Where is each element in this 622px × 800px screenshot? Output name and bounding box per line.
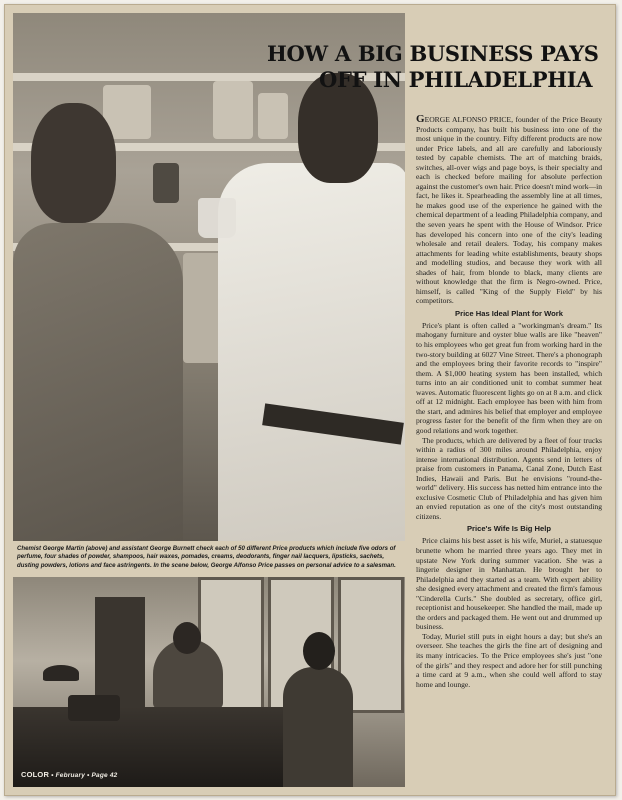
- issue-month: February: [55, 772, 86, 779]
- article-paragraph: Price claims his best asset is his wife, Muriel, a statuesque brunette whom he married three years ago. They met in upstate New York during summer vacation. She was a lingerie designer in Manhattan. He brought her to Philadelphia and they started as a team. With expert ability she designed every attachment and created the firm's famous "Cinderella Curls." She doubled as secretary, office girl, receptionist and housekeeper. She handled the mail, made up the orders and packaged them. He went out and drummed up business.: [416, 536, 602, 632]
- page-footer: [21, 770, 118, 779]
- beaker: [198, 198, 236, 238]
- jar: [213, 81, 253, 139]
- page-number: Page 42: [91, 772, 118, 779]
- paragraph-text: EORGE ALFONSO PRICE, founder of the Price Beauty Products company, has built his business into one of the most unique in the country. Fifty different products are now under Price labels, and all are carefully and laboriously tested by capable chemists. The art of matching braids, switches, all-over wigs and page boys, is their specialty and each is checked before mailing for absolute perfection against the customer's own hair. Price doesn't mind work—in fact, he likes it. Spearheading the assembly line at all times, he makes good use of the experience he gained with the chemical department of a leading Philadelphia company, and the seven years he spent with the House of Windsor. Price has developed his concern into one of the city's leading wholesale and retail dealers. Today, his company makes attachments for leading white establishments, beauty shops and modelling studios, and because they work with all shades of hair, from blonde to black, many clients are without knowledge that the firm is Negro-owned. Price, himself, is called "King of the Supply Field" by his competitors.: [416, 115, 603, 306]
- desk-lamp: [43, 665, 79, 681]
- section-heading: Price's Wife Is Big Help: [466, 524, 552, 534]
- salesman-head: [303, 632, 335, 670]
- drop-cap: G: [416, 113, 425, 125]
- section-heading: Price Has Ideal Plant for Work: [455, 308, 563, 318]
- typewriter: [68, 695, 120, 721]
- office-photo: [13, 577, 405, 787]
- salesman: [283, 667, 353, 787]
- chemist-right-labcoat: [218, 163, 405, 541]
- headline-line-2: OFF IN PHILADELPHIA: [319, 67, 593, 92]
- photo-caption: Chemist George Martin (above) and assistant George Burnett check each of 50 different Price products which include five odors of perfume, four shades of powder, shampoos, hair waxes, pomades, creams, deodorants, finger nail lacquers, lipsticks, sachets, dusting powders, lotions and face astringents. In the scene below, George Alfonso Price passes on personal advice to a salesman.: [17, 545, 396, 569]
- jar: [258, 93, 288, 139]
- cabinet: [95, 597, 145, 707]
- footer-separator: •: [51, 772, 56, 779]
- bottle: [153, 163, 179, 203]
- headline-line-1: HOW A BIG BUSINESS PAYS: [267, 41, 599, 66]
- headline: [267, 41, 607, 93]
- seated-man-head: [173, 622, 201, 654]
- article-paragraph: [416, 115, 602, 306]
- chemist-left: [13, 223, 183, 541]
- article-paragraph: Price's plant is often called a "workingman's dream." Its mahogany furniture and oyster blue walls are like "heaven" to his employees who get great fun from working hard in the two-story building at 6027 Vine Street. There's a phonograph and the employees bring their favorite records to "inspire" them. A $1,000 heating system has been installed, which turns into an air conditioned unit to combat summer heat waves. Automatic fluorescent lights go on at 8 a.m. and click off at 12 midnight. Each employee has been with him from the start, and admires his belief that employer and employee progress faster for the benefit of the firm when they are on good relations and work together.: [416, 320, 602, 435]
- article-paragraph: Today, Muriel still puts in eight hours a day; but she's an overseer. She teaches the girls the fine art of designing and its many intricacies. To the Price employees she's just "one of the girls" and they respect and adore her for still punching a time card at 9 a.m., when she could well afford to stay home and lounge.: [416, 631, 602, 689]
- magazine-name: COLOR: [21, 770, 50, 779]
- article-paragraph: The products, which are delivered by a fleet of four trucks within a radius of 300 miles around Philadelphia, enjoy intense international distribution. Agents send in letters of praise from customers in Panama, Canal Zone, Dutch East Indies, Hawaii and Paris. But he envisions "round-the-world" delivery. His success has netted him entrance into the exclusive Cosmetic Club of Philadelphia and has given him an envied reputation as one of the city's most outstanding citizens.: [416, 435, 602, 521]
- magazine-page: [4, 4, 616, 796]
- footer-separator: •: [87, 772, 92, 779]
- article-body: [416, 115, 602, 689]
- chemist-left-head: [31, 103, 116, 223]
